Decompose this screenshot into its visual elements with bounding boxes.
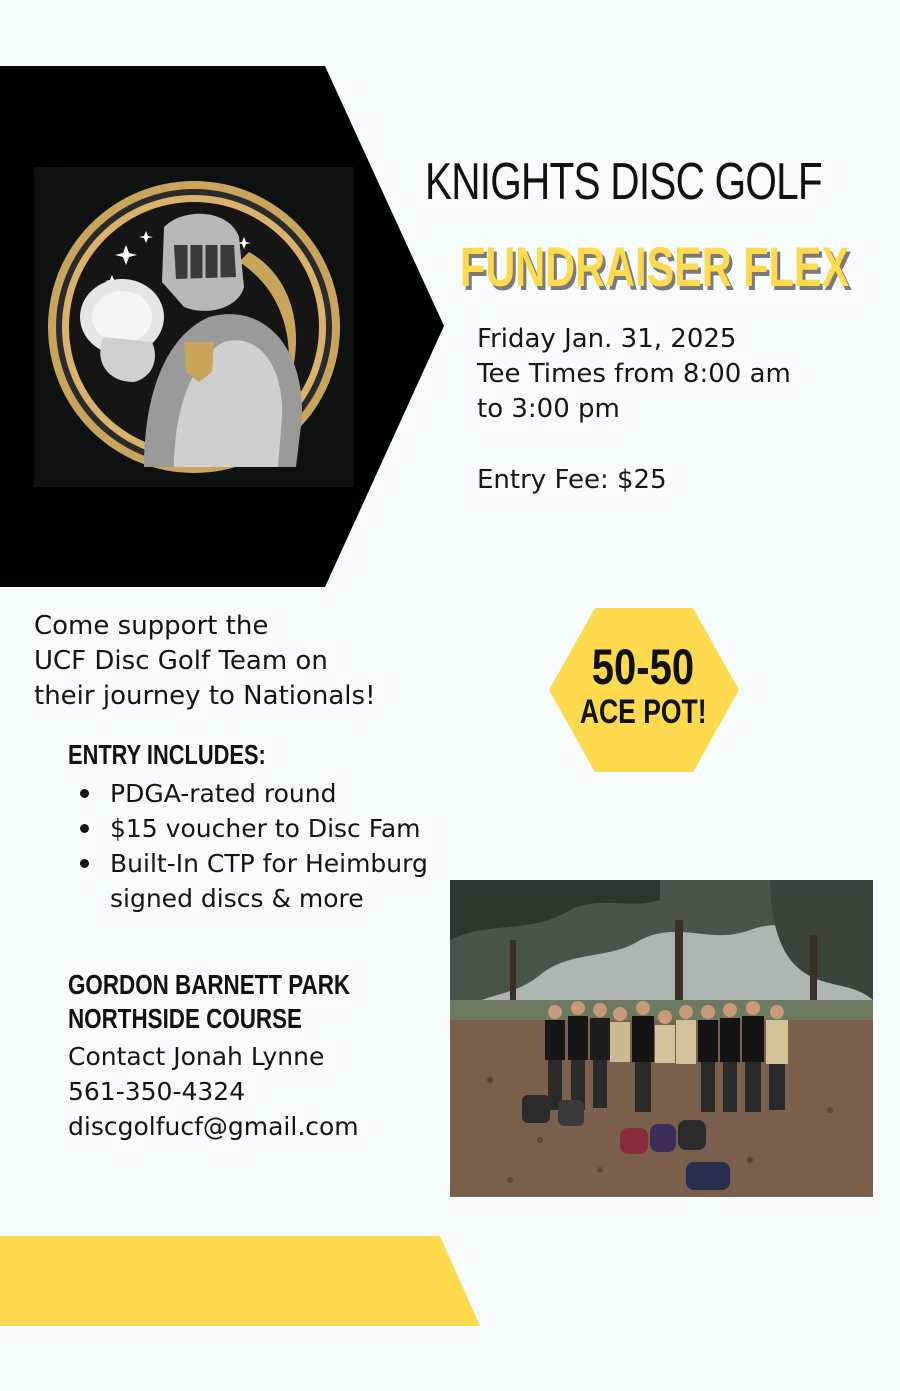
event-date: Friday Jan. 31, 2025: [477, 324, 737, 354]
list-item-continuation: signed discs & more: [110, 884, 364, 913]
support-text: [34, 609, 434, 714]
list-item: Built-In CTP for Heimburg: [78, 846, 438, 881]
location-line2: NORTHSIDE COURSE: [68, 1003, 302, 1034]
footer-yellow-bar: [0, 1236, 900, 1336]
entry-includes-list: [78, 776, 438, 916]
contact-name: Contact Jonah Lynne: [68, 1042, 325, 1071]
team-photo: [450, 880, 873, 1197]
title-knights-disc-golf: KNIGHTS DISC GOLF: [425, 153, 822, 211]
event-info: [477, 322, 837, 498]
support-line1: Come support the: [34, 611, 269, 641]
ace-pot-line2: ACE POT!: [579, 693, 707, 731]
knight-holding-disc-icon: [34, 167, 354, 487]
knight-logo: [34, 167, 354, 487]
ace-pot-line1: 50-50: [591, 639, 695, 695]
team-group-photo-icon: [450, 880, 873, 1197]
contact-info: [68, 1039, 359, 1144]
support-line3: their journey to Nationals!: [34, 681, 376, 711]
ace-pot-text: [548, 640, 738, 730]
support-line2: UCF Disc Golf Team on: [34, 646, 328, 676]
tee-times-line1: Tee Times from 8:00 am: [477, 359, 791, 389]
contact-phone: 561-350-4324: [68, 1077, 246, 1106]
tee-times-line2: to 3:00 pm: [477, 394, 620, 424]
title-fundraiser-flex: FUNDRAISER FLEX: [460, 235, 850, 298]
location: [68, 968, 350, 1036]
contact-email: discgolfucf@gmail.com: [68, 1112, 359, 1141]
location-line1: GORDON BARNETT PARK: [68, 969, 351, 1000]
entry-includes-heading: ENTRY INCLUDES:: [68, 739, 266, 770]
entry-fee: Entry Fee: $25: [477, 465, 667, 495]
list-item: $15 voucher to Disc Fam: [78, 811, 438, 846]
list-item: PDGA-rated round: [78, 776, 438, 811]
